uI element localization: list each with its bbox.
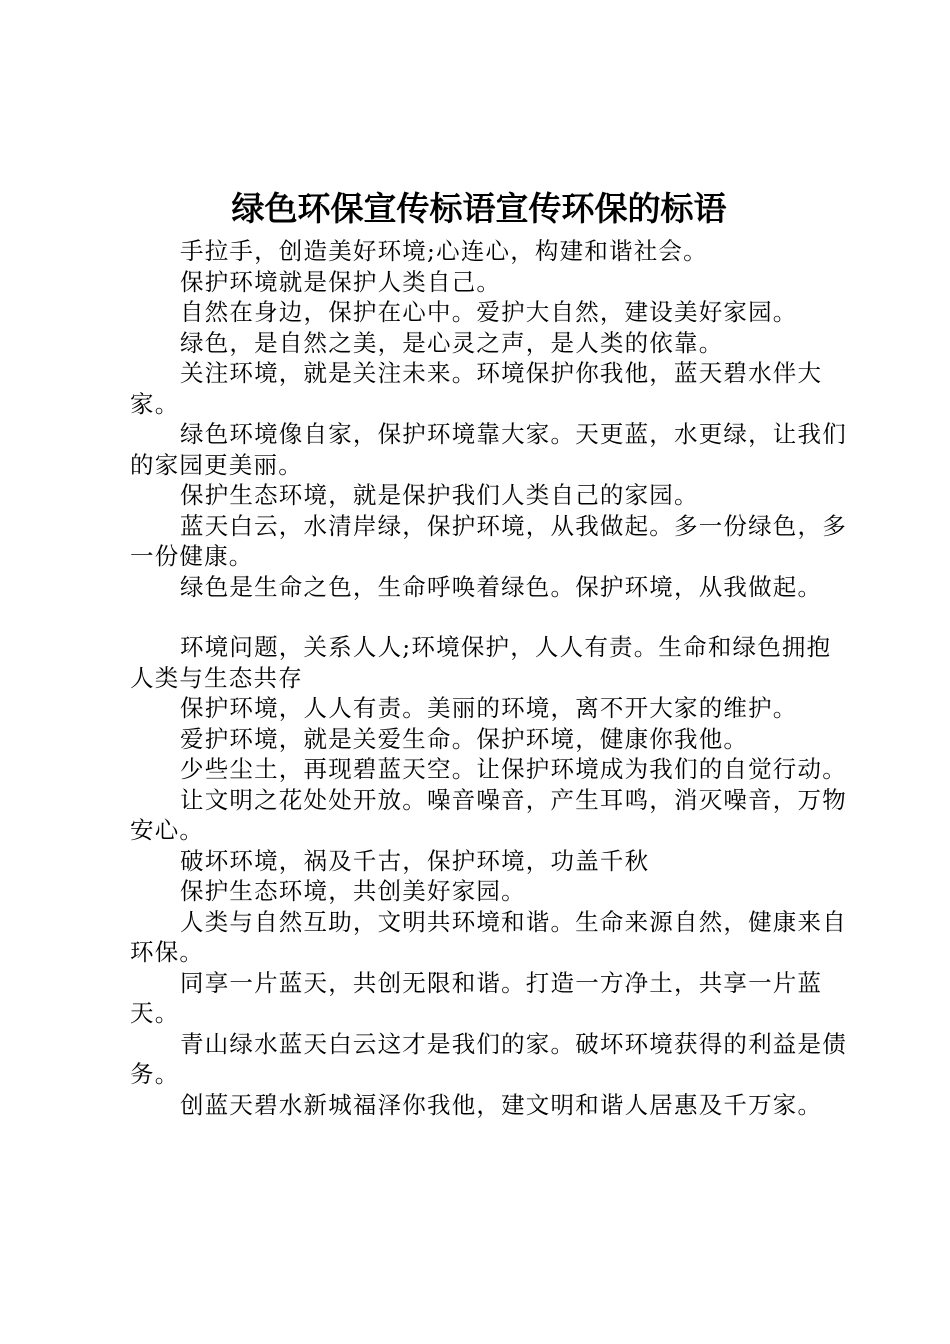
paragraph: 蓝天白云，水清岸绿，保护环境，从我做起。多一份绿色，多一份健康。 (130, 511, 847, 570)
paragraph: 保护生态环境，就是保护我们人类自己的家园。 (180, 481, 699, 509)
paragraph: 爱护环境，就是关爱生命。保护环境，健康你我他。 (180, 724, 749, 753)
paragraph: 自然在身边，保护在心中。爱护大自然，建设美好家园。 (180, 298, 798, 326)
paragraph: 绿色，是自然之美，是心灵之声，是人类的依靠。 (180, 328, 724, 357)
paragraph: 让文明之花处处开放。噪音噪音，产生耳鸣，消灭噪音，万物安心。 (130, 785, 847, 844)
paragraph: 环境问题，关系人人;环境保护，人人有责。生命和绿色拥抱人类与生态共存 (130, 633, 832, 692)
paragraph: 保护环境就是保护人类自己。 (180, 267, 502, 296)
paragraph: 同享一片蓝天，共创无限和谐。打造一方净土，共享一片蓝天。 (130, 968, 823, 1027)
document-body (130, 236, 850, 1120)
paragraph: 破坏环境，祸及千古，保护环境，功盖千秋 (180, 846, 650, 875)
paragraph: 人类与自然互助，文明共环境和谐。生命来源自然，健康来自环保。 (130, 907, 847, 966)
paragraph: 保护环境，人人有责。美丽的环境，离不开大家的维护。 (180, 694, 798, 722)
paragraph: 绿色是生命之色，生命呼唤着绿色。保护环境，从我做起。 (180, 572, 823, 601)
paragraph: 创蓝天碧水新城福泽你我他，建文明和谐人居惠及千万家。 (180, 1090, 823, 1119)
paragraph: 手拉手，创造美好环境;心连心，构建和谐社会。 (180, 237, 708, 265)
paragraph: 青山绿水蓝天白云这才是我们的家。破坏环境获得的利益是债务。 (130, 1029, 847, 1088)
paragraph: 关注环境，就是关注未来。环境保护你我他，蓝天碧水伴大家。 (130, 359, 823, 418)
paragraph: 少些尘土，再现碧蓝天空。让保护环境成为我们的自觉行动。 (180, 755, 847, 783)
paragraph: 绿色环境像自家，保护环境靠大家。天更蓝，水更绿，让我们的家园更美丽。 (130, 420, 847, 479)
paragraph: 保护生态环境，共创美好家园。 (180, 877, 526, 905)
document-title: 绿色环保宣传标语宣传环保的标语 (231, 189, 727, 228)
